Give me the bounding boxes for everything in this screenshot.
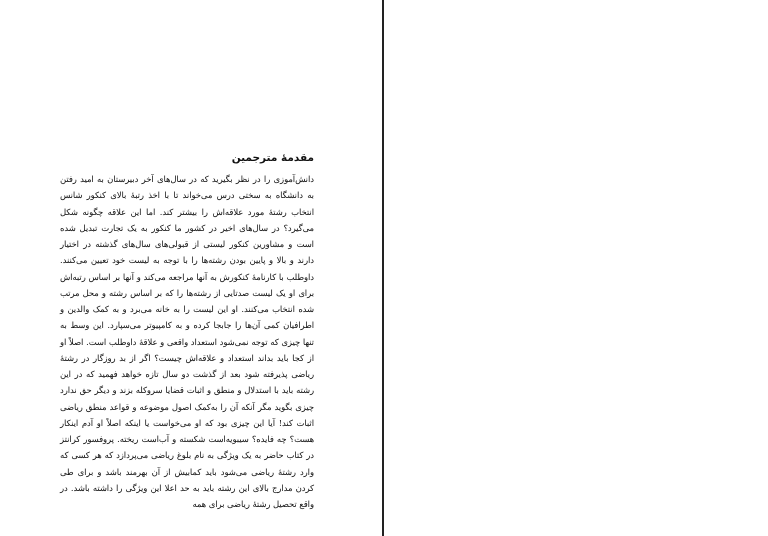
section-title: مقدمهٔ مترجمین bbox=[231, 152, 314, 164]
intro-paragraph: دانش‌آموزی را در نظر بگیرید که در سال‌های آخر دبیرستان به امید رفتن به دانشگاه به سختی درس می‌خواند تا با اخذ رتبهٔ بالای کنکور شانس انتخاب رشتهٔ مورد علاقه‌اش را بیشتر کند. اما این علاقه چگونه شکل می‌گیرد؟ در سال‌های اخیر در کشور ما کنکور به یک تجارت تبدیل شده است و مشاورین کنکور لیستی از قبولی‌های سال‌های گذشته در اختیار دارند و بالا و پایین بودن رشته‌ها را با توجه به لیست خود تعیین می‌کنند. داوطلب با کارنامهٔ کنکورش به آنها مراجعه می‌کند و آنها بر اساس رتبه‌اش برای او یک لیست صدتایی از رشته‌ها را که بر اساس رشته و محل مرتب شده انتخاب می‌کنند. او این لیست را به خانه می‌برد و به کمک والدین و اطرافیان کمی آن‌ها را جابجا کرده و به کامپیوتر می‌سپارد. این وسط به تنها چیزی که توجه نمی‌شود استعداد واقعی و علاقهٔ داوطلب است. اصلاً او از کجا باید بداند استعداد و علاقه‌اش چیست؟ اگر از بد روزگار در رشتهٔ ریاضی پذیرفته شود بعد از گذشت دو سال تازه خواهد فهمید که در این رشته باید با استدلال و منطق و اثبات قضایا سروکله بزند و دیگر حق ندارد چیزی بگوید مگر آنکه آن را به‌کمک اصول موضوعه و قواعد منطق ریاضی اثبات کند! آیا این چیزی بود که او می‌خواست یا اینکه اصلاً او آدم اینکار هست؟ چه فایده؟ سیبویه‌است شکسته و آب‌است ریخته. پروفسور کرانتز در کتاب حاضر به یک ویژگی به نام بلوغ ریاضی می‌پردازد که هر کسی که وارد رشتهٔ ریاضی می‌شود باید کمابیش از آن بهرمند باشد و برای طی کردن مدارج بالای این رشته باید به حد اعلا این ویژگی را داشته باشد. در واقع تحصیل رشتهٔ ریاضی برای همه bbox=[60, 174, 314, 509]
right-page bbox=[384, 0, 768, 536]
